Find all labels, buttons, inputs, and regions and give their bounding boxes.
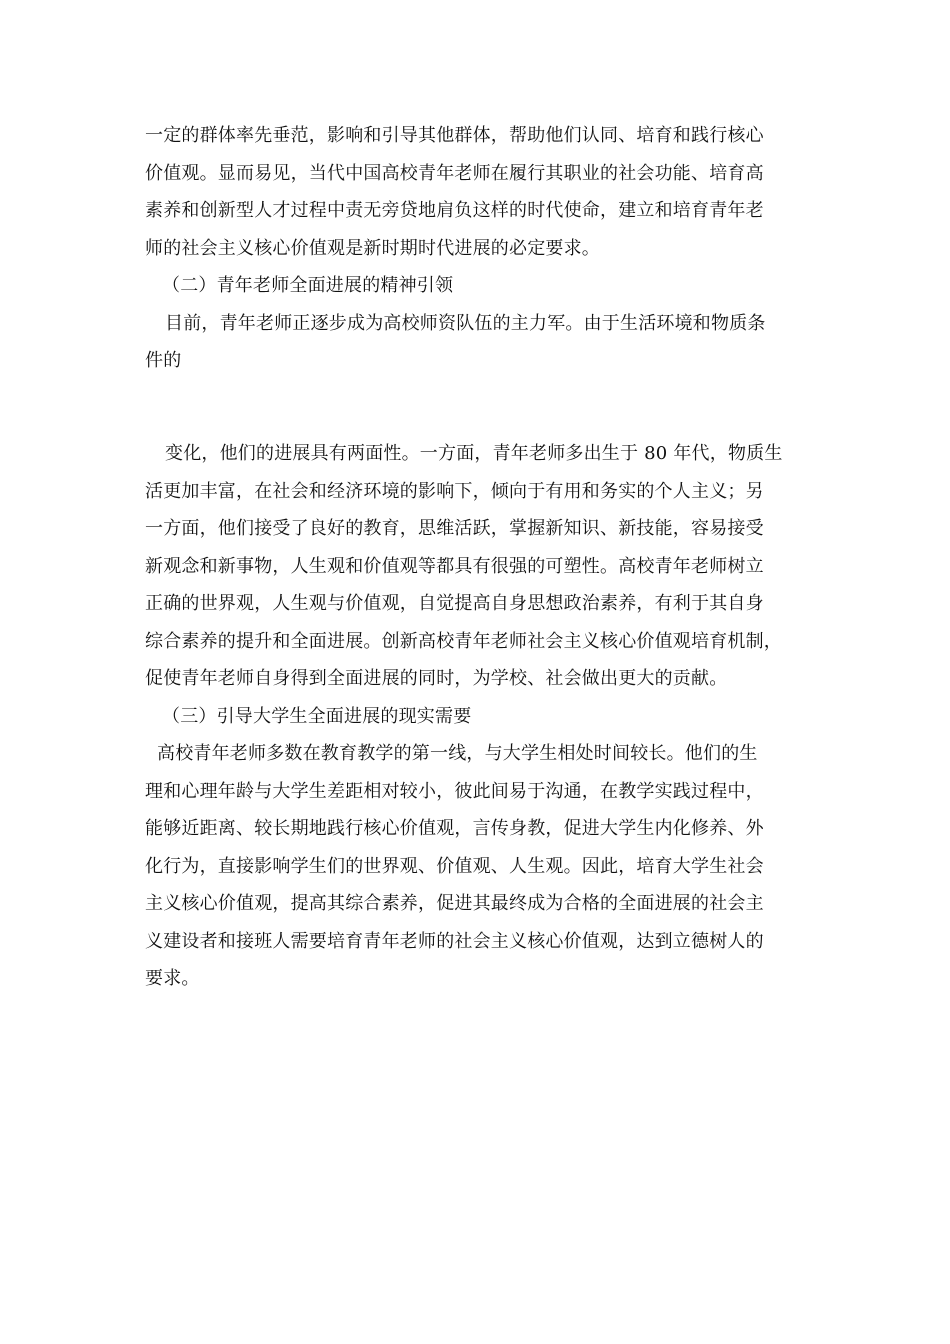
paragraph-line: 义建设者和接班人需要培育青年老师的社会主义核心价值观，达到立德树人的	[145, 930, 764, 952]
paragraph-line: 化行为，直接影响学生们的世界观、价值观、人生观。因此，培育大学生社会	[145, 855, 764, 877]
section-heading-3: （三）引导大学生全面进展的现实需要	[162, 705, 472, 727]
paragraph-line: 要求。	[145, 968, 200, 989]
paragraph-core-values-mission	[145, 117, 815, 267]
paragraph-line: 高校青年老师多数在教育教学的第一线，与大学生相处时间较长。他们的生	[157, 743, 758, 764]
paragraph-guiding-students	[145, 735, 815, 998]
text-block-upper	[145, 117, 815, 380]
paragraph-line: 变化，他们的进展具有两面性。一方面，青年老师多出生于 80 年代，物质生	[165, 443, 783, 464]
paragraph-young-teachers-intro	[145, 305, 815, 380]
section-heading-2: （二）青年老师全面进展的精神引领	[162, 275, 454, 296]
paragraph-line: 件的	[145, 350, 182, 371]
paragraph-line: 促使青年老师自身得到全面进展的同时，为学校、社会做出更大的贡献。	[145, 668, 728, 689]
paragraph-line: 新观念和新事物，人生观和价值观等都具有很强的可塑性。高校青年老师树立	[145, 555, 764, 577]
paragraph-line: 价值观。显而易见，当代中国高校青年老师在履行其职业的社会功能、培育高	[145, 162, 764, 184]
paragraph-line: 一方面，他们接受了良好的教育，思维活跃，掌握新知识、新技能，容易接受	[145, 518, 764, 539]
paragraph-line: 一定的群体率先垂范，影响和引导其他群体，帮助他们认同、培育和践行核心	[145, 125, 764, 146]
paragraph-line: 师的社会主义核心价值观是新时期时代进展的必定要求。	[145, 237, 600, 259]
paragraph-line: 目前，青年老师正逐步成为高校师资队伍的主力军。由于生活环境和物质条	[165, 312, 766, 334]
text-block-lower	[145, 435, 815, 998]
paragraph-line: 综合素养的提升和全面进展。创新高校青年老师社会主义核心价值观培育机制，	[145, 630, 782, 652]
paragraph-line: 素养和创新型人才过程中责无旁贷地肩负这样的时代使命，建立和培育青年老	[145, 200, 764, 221]
paragraph-line: 活更加丰富，在社会和经济环境的影响下，倾向于有用和务实的个人主义；另	[145, 480, 764, 502]
paragraph-line: 正确的世界观，人生观与价值观，自觉提高自身思想政治素养，有利于其自身	[145, 593, 764, 614]
paragraph-line: 理和心理年龄与大学生差距相对较小，彼此间易于沟通，在教学实践过程中，	[145, 780, 764, 802]
paragraph-line: 主义核心价值观，提高其综合素养，促进其最终成为合格的全面进展的社会主	[145, 893, 764, 914]
paragraph-line: 能够近距离、较长期地践行核心价值观，言传身教，促进大学生内化修养、外	[145, 818, 764, 839]
paragraph-two-sidedness	[145, 435, 815, 698]
